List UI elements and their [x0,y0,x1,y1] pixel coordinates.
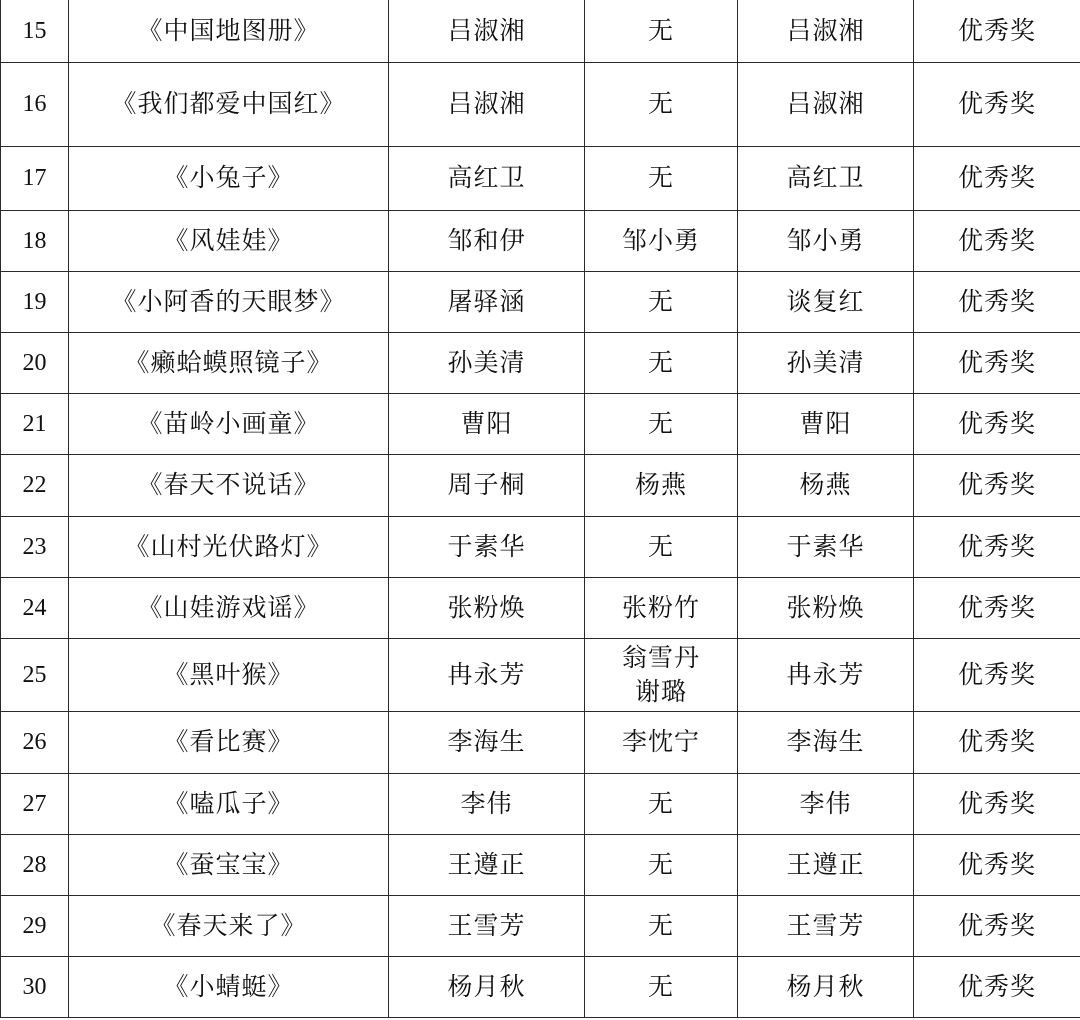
table-row [1,516,1080,577]
cell-number: 21 [1,393,69,454]
cell-teacher: 张粉焕 [738,577,914,638]
cell-award: 优秀奖 [914,638,1080,711]
cell-number: 23 [1,516,69,577]
table-row [1,711,1080,773]
cell-title: 《蚕宝宝》 [69,834,389,895]
cell-title: 《春天来了》 [69,895,389,956]
cell-co-author [585,711,738,773]
cell-co-author [585,638,738,711]
cell-teacher: 李伟 [738,773,914,834]
cell-title: 《小阿香的天眼梦》 [69,271,389,332]
cell-number: 19 [1,271,69,332]
cell-author: 王雪芳 [389,895,585,956]
cell-title: 《春天不说话》 [69,454,389,516]
cell-teacher: 孙美清 [738,332,914,393]
cell-number: 24 [1,577,69,638]
table-row [1,454,1080,516]
cell-title: 《山娃游戏谣》 [69,577,389,638]
cell-teacher: 杨燕 [738,454,914,516]
cell-number: 22 [1,454,69,516]
cell-award: 优秀奖 [914,834,1080,895]
cell-number: 28 [1,834,69,895]
cell-teacher: 杨月秋 [738,956,914,1017]
cell-title: 《风娃娃》 [69,210,389,271]
cell-number: 30 [1,956,69,1017]
cell-author: 张粉焕 [389,577,585,638]
cell-co-author [585,516,738,577]
cell-co-author [585,146,738,210]
cell-author: 吕淑湘 [389,0,585,62]
cell-teacher: 吕淑湘 [738,0,914,62]
cell-teacher: 谈复红 [738,271,914,332]
table-row [1,62,1080,146]
cell-award: 优秀奖 [914,332,1080,393]
cell-teacher: 王遵正 [738,834,914,895]
cell-author: 邹和伊 [389,210,585,271]
cell-author: 冉永芳 [389,638,585,711]
cell-number: 15 [1,0,69,62]
cell-co-author [585,895,738,956]
co-author-name: 张粉竹 [621,592,700,622]
cell-number: 20 [1,332,69,393]
cell-co-author [585,62,738,146]
cell-author: 吕淑湘 [389,62,585,146]
cell-number: 18 [1,210,69,271]
cell-award: 优秀奖 [914,146,1080,210]
cell-teacher: 王雪芳 [738,895,914,956]
cell-teacher: 邹小勇 [738,210,914,271]
cell-teacher: 曹阳 [738,393,914,454]
cell-title: 《小蜻蜓》 [69,956,389,1017]
co-author-name: 无 [647,910,674,940]
cell-co-author [585,834,738,895]
table-row [1,210,1080,271]
cell-co-author [585,577,738,638]
cell-award: 优秀奖 [914,271,1080,332]
cell-award: 优秀奖 [914,711,1080,773]
co-author-name: 无 [647,163,674,192]
cell-author: 李海生 [389,711,585,773]
co-author-name: 无 [647,531,674,561]
cell-author: 王遵正 [389,834,585,895]
cell-author: 杨月秋 [389,956,585,1017]
cell-award: 优秀奖 [914,516,1080,577]
cell-title: 《癞蛤蟆照镜子》 [69,332,389,393]
cell-number: 27 [1,773,69,834]
co-author-name: 李忱宁 [621,727,700,756]
table-row [1,638,1080,711]
cell-title: 《山村光伏路灯》 [69,516,389,577]
co-author-name: 无 [647,347,674,377]
cell-title: 《小兔子》 [69,146,389,210]
table-row [1,271,1080,332]
cell-title: 《黑叶猴》 [69,638,389,711]
table-row [1,956,1080,1017]
cell-author: 高红卫 [389,146,585,210]
co-author-name: 无 [647,849,674,879]
co-author-name: 无 [647,788,674,818]
cell-author: 孙美清 [389,332,585,393]
cell-co-author [585,210,738,271]
cell-co-author [585,454,738,516]
cell-teacher: 于素华 [738,516,914,577]
table-row [1,146,1080,210]
table-row [1,393,1080,454]
table-row [1,773,1080,834]
cell-co-author [585,393,738,454]
cell-author: 于素华 [389,516,585,577]
cell-number: 16 [1,62,69,146]
cell-award: 优秀奖 [914,210,1080,271]
table-row [1,0,1080,62]
cell-teacher: 吕淑湘 [738,62,914,146]
co-author-name: 无 [647,971,674,1001]
cell-author: 李伟 [389,773,585,834]
cell-author: 曹阳 [389,393,585,454]
cell-award: 优秀奖 [914,393,1080,454]
cell-title: 《中国地图册》 [69,0,389,62]
cell-number: 25 [1,638,69,711]
cell-award: 优秀奖 [914,62,1080,146]
cell-number: 17 [1,146,69,210]
co-author-name: 无 [647,89,674,118]
co-author-name: 无 [647,408,674,438]
table-row [1,834,1080,895]
table-row [1,577,1080,638]
cell-co-author [585,332,738,393]
cell-co-author [585,956,738,1017]
co-author-name: 杨燕 [634,470,687,499]
cell-award: 优秀奖 [914,454,1080,516]
cell-co-author [585,773,738,834]
cell-award: 优秀奖 [914,577,1080,638]
co-author-name: 无 [647,286,674,316]
cell-award: 优秀奖 [914,0,1080,62]
table-body [1,0,1080,1017]
cell-number: 26 [1,711,69,773]
cell-co-author [585,0,738,62]
co-author-name: 谢璐 [634,676,687,706]
cell-teacher: 高红卫 [738,146,914,210]
cell-title: 《嗑瓜子》 [69,773,389,834]
cell-title: 《苗岭小画童》 [69,393,389,454]
cell-award: 优秀奖 [914,773,1080,834]
co-author-name: 无 [647,15,674,45]
cell-award: 优秀奖 [914,895,1080,956]
cell-award: 优秀奖 [914,956,1080,1017]
cell-title: 《看比赛》 [69,711,389,773]
cell-teacher: 冉永芳 [738,638,914,711]
cell-teacher: 李海生 [738,711,914,773]
cell-title: 《我们都爱中国红》 [69,62,389,146]
table-row [1,332,1080,393]
cell-author: 屠驿涵 [389,271,585,332]
cell-author: 周子桐 [389,454,585,516]
table-row [1,895,1080,956]
cell-number: 29 [1,895,69,956]
co-author-name: 翁雪丹 [621,642,700,672]
cell-co-author [585,271,738,332]
co-author-name: 邹小勇 [621,225,700,255]
